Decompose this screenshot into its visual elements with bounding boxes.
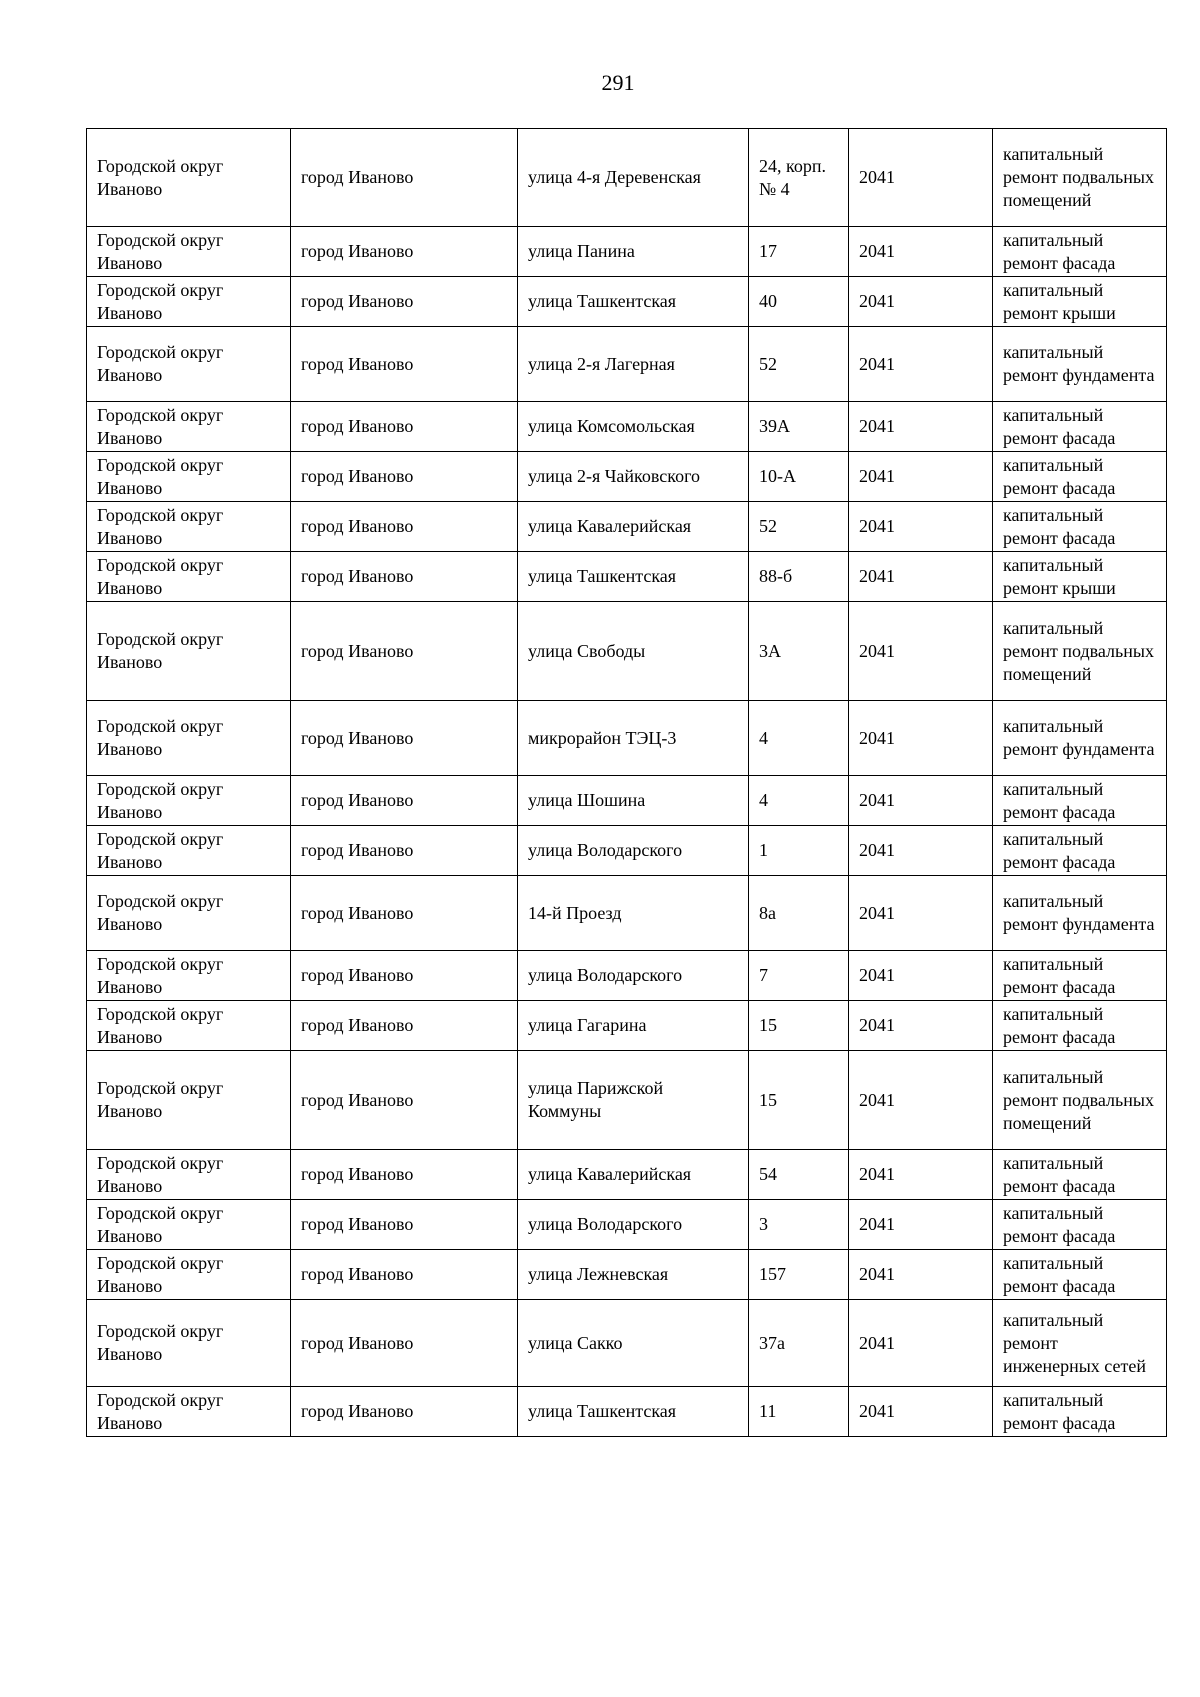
cell-year: 2041 (849, 826, 993, 876)
cell-city: город Иваново (291, 876, 518, 951)
cell-street: улица Ташкентская (518, 277, 749, 327)
cell-house: 10-А (749, 452, 849, 502)
table-row (87, 951, 1167, 1001)
cell-year: 2041 (849, 277, 993, 327)
table-row (87, 452, 1167, 502)
repair-schedule-table (86, 128, 1167, 1437)
cell-house: 37а (749, 1300, 849, 1387)
table-row (87, 1200, 1167, 1250)
table-row (87, 1387, 1167, 1437)
cell-district: Городской округ Иваново (87, 1300, 291, 1387)
cell-work-type: капитальный ремонт крыши (993, 552, 1167, 602)
cell-work-type: капитальный ремонт фасада (993, 452, 1167, 502)
cell-district: Городской округ Иваново (87, 776, 291, 826)
cell-city: город Иваново (291, 327, 518, 402)
cell-street: улица Свободы (518, 602, 749, 701)
cell-street: улица Сакко (518, 1300, 749, 1387)
cell-street: улица Лежневская (518, 1250, 749, 1300)
cell-work-type: капитальный ремонт инженерных сетей (993, 1300, 1167, 1387)
cell-city: город Иваново (291, 1200, 518, 1250)
cell-street: улица Володарского (518, 951, 749, 1001)
cell-house: 54 (749, 1150, 849, 1200)
cell-house: 7 (749, 951, 849, 1001)
cell-district: Городской округ Иваново (87, 402, 291, 452)
cell-year: 2041 (849, 452, 993, 502)
cell-street: улица 2-я Лагерная (518, 327, 749, 402)
page-number: 291 (601, 70, 635, 95)
cell-work-type: капитальный ремонт фасада (993, 402, 1167, 452)
cell-district: Городской округ Иваново (87, 1150, 291, 1200)
cell-work-type: капитальный ремонт фундамента (993, 701, 1167, 776)
cell-year: 2041 (849, 1200, 993, 1250)
cell-street: улица Ташкентская (518, 1387, 749, 1437)
cell-year: 2041 (849, 402, 993, 452)
cell-city: город Иваново (291, 552, 518, 602)
cell-district: Городской округ Иваново (87, 1387, 291, 1437)
table-row (87, 552, 1167, 602)
cell-district: Городской округ Иваново (87, 452, 291, 502)
cell-house: 4 (749, 701, 849, 776)
cell-year: 2041 (849, 1150, 993, 1200)
cell-city: город Иваново (291, 826, 518, 876)
table-row (87, 1250, 1167, 1300)
cell-district: Городской округ Иваново (87, 327, 291, 402)
cell-district: Городской округ Иваново (87, 826, 291, 876)
table-row (87, 327, 1167, 402)
cell-city: город Иваново (291, 951, 518, 1001)
cell-work-type: капитальный ремонт крыши (993, 277, 1167, 327)
cell-city: город Иваново (291, 277, 518, 327)
cell-district: Городской округ Иваново (87, 1051, 291, 1150)
cell-city: город Иваново (291, 602, 518, 701)
cell-year: 2041 (849, 1051, 993, 1150)
cell-work-type: капитальный ремонт фасада (993, 1250, 1167, 1300)
table-row (87, 1150, 1167, 1200)
cell-city: город Иваново (291, 1150, 518, 1200)
cell-house: 4 (749, 776, 849, 826)
cell-street: улица Парижской Коммуны (518, 1051, 749, 1150)
cell-house: 157 (749, 1250, 849, 1300)
cell-street: улица Панина (518, 227, 749, 277)
table-row (87, 701, 1167, 776)
cell-street: улица Володарского (518, 826, 749, 876)
table-row (87, 826, 1167, 876)
cell-work-type: капитальный ремонт фасада (993, 1001, 1167, 1051)
cell-year: 2041 (849, 1387, 993, 1437)
cell-year: 2041 (849, 129, 993, 227)
cell-work-type: капитальный ремонт фасада (993, 1200, 1167, 1250)
cell-work-type: капитальный ремонт фасада (993, 502, 1167, 552)
cell-house: 88-б (749, 552, 849, 602)
cell-district: Городской округ Иваново (87, 1001, 291, 1051)
cell-house: 1 (749, 826, 849, 876)
cell-street: улица Ташкентская (518, 552, 749, 602)
cell-year: 2041 (849, 1300, 993, 1387)
cell-district: Городской округ Иваново (87, 129, 291, 227)
cell-house: 15 (749, 1051, 849, 1150)
cell-year: 2041 (849, 502, 993, 552)
cell-street: 14-й Проезд (518, 876, 749, 951)
table-row (87, 876, 1167, 951)
table-row (87, 776, 1167, 826)
table-row (87, 1001, 1167, 1051)
cell-house: 52 (749, 327, 849, 402)
cell-city: город Иваново (291, 452, 518, 502)
cell-work-type: капитальный ремонт фундамента (993, 876, 1167, 951)
cell-year: 2041 (849, 1250, 993, 1300)
cell-work-type: капитальный ремонт фасада (993, 227, 1167, 277)
cell-street: улица 2-я Чайковского (518, 452, 749, 502)
cell-year: 2041 (849, 602, 993, 701)
cell-district: Городской округ Иваново (87, 1200, 291, 1250)
cell-house: 11 (749, 1387, 849, 1437)
cell-year: 2041 (849, 227, 993, 277)
cell-city: город Иваново (291, 701, 518, 776)
cell-district: Городской округ Иваново (87, 951, 291, 1001)
table-row (87, 602, 1167, 701)
cell-work-type: капитальный ремонт фасада (993, 826, 1167, 876)
cell-street: улица Володарского (518, 1200, 749, 1250)
cell-city: город Иваново (291, 1250, 518, 1300)
cell-street: микрорайон ТЭЦ-3 (518, 701, 749, 776)
cell-city: город Иваново (291, 402, 518, 452)
cell-work-type: капитальный ремонт фундамента (993, 327, 1167, 402)
cell-house: 52 (749, 502, 849, 552)
cell-work-type: капитальный ремонт фасада (993, 951, 1167, 1001)
table-row (87, 227, 1167, 277)
cell-district: Городской округ Иваново (87, 227, 291, 277)
cell-city: город Иваново (291, 502, 518, 552)
table-row (87, 402, 1167, 452)
cell-work-type: капитальный ремонт фасада (993, 776, 1167, 826)
cell-work-type: капитальный ремонт фасада (993, 1387, 1167, 1437)
cell-year: 2041 (849, 876, 993, 951)
cell-house: 40 (749, 277, 849, 327)
cell-district: Городской округ Иваново (87, 701, 291, 776)
cell-city: город Иваново (291, 1387, 518, 1437)
cell-work-type: капитальный ремонт подвальных помещений (993, 1051, 1167, 1150)
table-row (87, 277, 1167, 327)
cell-district: Городской округ Иваново (87, 502, 291, 552)
table-row (87, 1300, 1167, 1387)
table-row (87, 502, 1167, 552)
table-row (87, 129, 1167, 227)
cell-city: город Иваново (291, 1051, 518, 1150)
cell-district: Городской округ Иваново (87, 602, 291, 701)
cell-work-type: капитальный ремонт фасада (993, 1150, 1167, 1200)
table-row (87, 1051, 1167, 1150)
cell-house: 3 (749, 1200, 849, 1250)
cell-house: 8а (749, 876, 849, 951)
cell-district: Городской округ Иваново (87, 1250, 291, 1300)
cell-street: улица Комсомольская (518, 402, 749, 452)
cell-year: 2041 (849, 552, 993, 602)
cell-year: 2041 (849, 776, 993, 826)
cell-city: город Иваново (291, 1300, 518, 1387)
cell-house: 3А (749, 602, 849, 701)
cell-work-type: капитальный ремонт подвальных помещений (993, 129, 1167, 227)
cell-house: 15 (749, 1001, 849, 1051)
cell-district: Городской округ Иваново (87, 277, 291, 327)
cell-year: 2041 (849, 951, 993, 1001)
cell-city: город Иваново (291, 129, 518, 227)
cell-year: 2041 (849, 1001, 993, 1051)
cell-house: 39А (749, 402, 849, 452)
cell-street: улица Кавалерийская (518, 1150, 749, 1200)
cell-year: 2041 (849, 701, 993, 776)
cell-district: Городской округ Иваново (87, 876, 291, 951)
cell-street: улица 4-я Деревенская (518, 129, 749, 227)
cell-city: город Иваново (291, 776, 518, 826)
table-body (87, 129, 1167, 1437)
cell-house: 17 (749, 227, 849, 277)
cell-city: город Иваново (291, 227, 518, 277)
cell-work-type: капитальный ремонт подвальных помещений (993, 602, 1167, 701)
cell-year: 2041 (849, 327, 993, 402)
cell-district: Городской округ Иваново (87, 552, 291, 602)
cell-street: улица Гагарина (518, 1001, 749, 1051)
cell-street: улица Шошина (518, 776, 749, 826)
cell-city: город Иваново (291, 1001, 518, 1051)
cell-street: улица Кавалерийская (518, 502, 749, 552)
cell-house: 24, корп. № 4 (749, 129, 849, 227)
